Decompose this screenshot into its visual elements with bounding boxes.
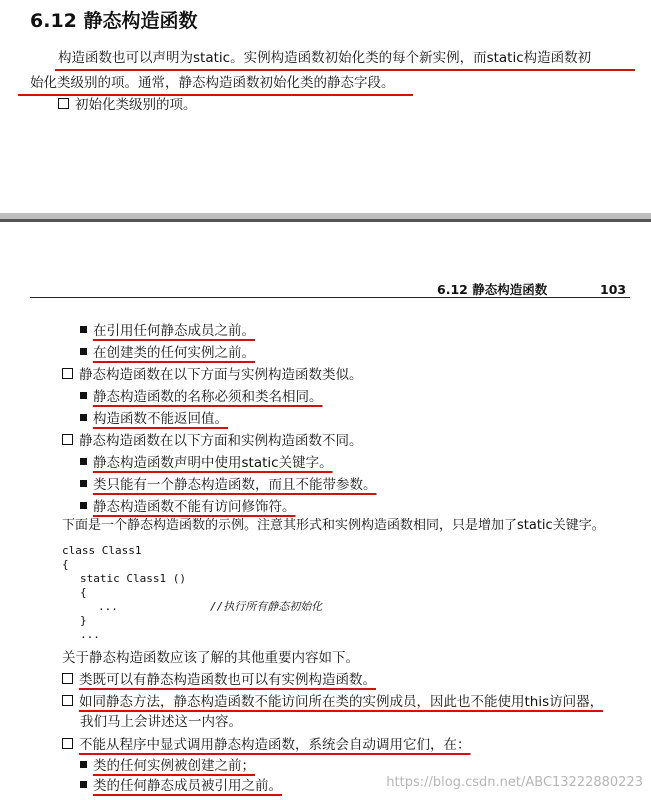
- list-item: 在创建类的任何实例之前。: [80, 343, 255, 363]
- code-line: {: [80, 586, 87, 599]
- note-item: 不能从程序中显式调用静态构造函数，系统会自动调用它们，在：: [62, 735, 471, 755]
- note-subitem: 类的任何静态成员被引用之前。: [80, 776, 282, 796]
- note-item-continuation: 我们马上会讲述这一内容。: [80, 714, 242, 730]
- intro-line-2: 始化类级别的项。通常，静态构造函数初始化类的静态字段。: [30, 75, 395, 91]
- note-subitem: 类的任何实例被创建之前；: [80, 756, 255, 776]
- page-separator-shadow: [0, 219, 651, 222]
- list-item: 构造函数不能返回值。: [80, 409, 228, 429]
- underline-mark: [55, 69, 635, 71]
- example-intro: 下面是一个静态构造函数的示例。注意其形式和实例构造函数相同，只是增加了static关键字。: [62, 518, 605, 533]
- square-bullet-icon: [80, 414, 87, 421]
- code-line: class Class1: [62, 544, 142, 557]
- watermark: https://blog.csdn.net/ABC13222880223: [386, 775, 643, 790]
- square-bullet-icon: [80, 348, 87, 355]
- checkbox-bullet-icon: [62, 368, 73, 379]
- checkbox-bullet-icon: [62, 673, 73, 684]
- checkbox-bullet-icon: [62, 434, 73, 445]
- list-item: 静态构造函数声明中使用static关键字。: [80, 453, 333, 473]
- page-number: 103: [600, 282, 627, 297]
- square-bullet-icon: [80, 392, 87, 399]
- top-bullet: 初始化类级别的项。: [58, 95, 197, 115]
- section-heading: 6.12 静态构造函数: [30, 10, 198, 32]
- code-line: {: [62, 558, 69, 571]
- list-item: 静态构造函数在以下方面与实例构造函数类似。: [62, 365, 363, 385]
- intro-line-1: 构造函数也可以声明为static。实例构造函数初始化类的每个新实例，而static构造函数初: [58, 50, 592, 66]
- square-bullet-icon: [80, 326, 87, 333]
- note-item: 如同静态方法，静态构造函数不能访问所在类的实例成员，因此也不能使用this访问器，: [62, 692, 603, 712]
- notes-intro: 关于静态构造函数应该了解的其他重要内容如下。: [62, 650, 359, 666]
- running-header-section: 6.12 静态构造函数: [437, 282, 548, 297]
- list-item: 在引用任何静态成员之前。: [80, 321, 255, 341]
- note-item: 类既可以有静态构造函数也可以有实例构造函数。: [62, 670, 376, 690]
- square-bullet-icon: [80, 480, 87, 487]
- list-item: 类只能有一个静态构造函数，而且不能带参数。: [80, 475, 377, 495]
- checkbox-bullet-icon: [62, 695, 73, 706]
- code-line: }: [80, 614, 87, 627]
- code-line: ...: [80, 628, 100, 641]
- square-bullet-icon: [80, 781, 87, 788]
- square-bullet-icon: [80, 761, 87, 768]
- list-item: 静态构造函数在以下方面和实例构造函数不同。: [62, 431, 363, 451]
- list-item: 静态构造函数的名称必须和类名相同。: [80, 387, 323, 407]
- code-line: static Class1 (): [80, 572, 186, 585]
- code-comment: //执行所有静态初始化: [210, 600, 323, 613]
- checkbox-bullet-icon: [62, 738, 73, 749]
- square-bullet-icon: [80, 458, 87, 465]
- list-item: 静态构造函数不能有访问修饰符。: [80, 497, 296, 517]
- square-bullet-icon: [80, 502, 87, 509]
- header-rule: [30, 297, 630, 298]
- checkbox-bullet-icon: [58, 98, 69, 109]
- code-line: ...: [98, 600, 118, 613]
